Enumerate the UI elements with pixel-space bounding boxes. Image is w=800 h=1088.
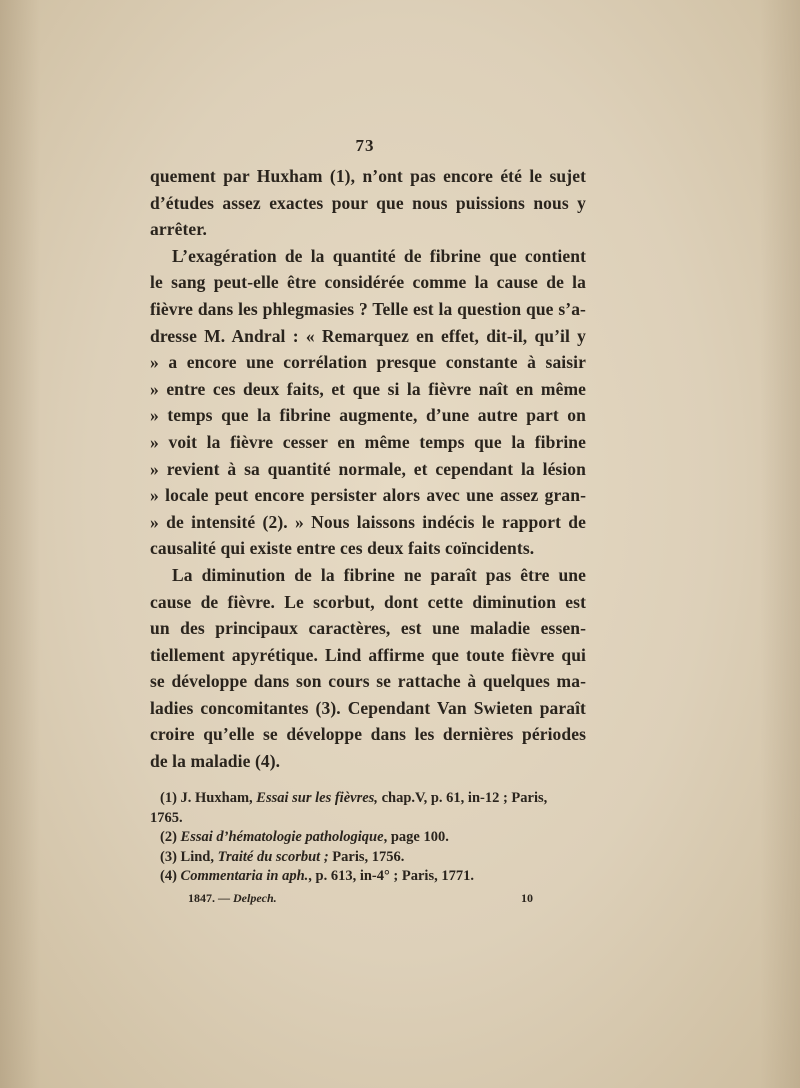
text-line: La diminution de la fibrine ne paraît pas être une: [172, 564, 586, 585]
footnote-title: Traité du scorbut ;: [217, 848, 329, 865]
text-line: » de intensité (2). » Nous laissons indécis le rapport de: [150, 511, 586, 532]
text-line: ladies concomitantes (3). Cependant Van Swieten paraît: [150, 697, 586, 718]
footnote: [160, 848, 587, 868]
footnote-title: Commentaria in aph.: [180, 868, 309, 884]
page-edge-shadow-right: [760, 0, 800, 1088]
footnote-text: , p. 613, in-4° ; Paris, 1771.: [308, 868, 474, 884]
text-line: tiellement apyrétique. Lind affirme que toute fièvre qui: [150, 644, 586, 665]
footnote: [150, 809, 587, 829]
page-edge-shadow-left: [0, 0, 40, 1088]
footnote-text: , page 100.: [383, 829, 449, 845]
footnote-title: Essai d’hématologie pathologique: [180, 829, 384, 845]
footnote-text: (4): [160, 868, 181, 884]
text-line: se développe dans son cours se rattache à quelques ma-: [150, 671, 586, 692]
text-line: de la maladie (4).: [150, 751, 281, 772]
footnote-text: (1) J. Huxham,: [160, 790, 257, 806]
signature-year: 1847. —: [188, 891, 230, 905]
footnote-text: (3) Lind,: [160, 848, 218, 865]
footnote-text: (2): [160, 829, 181, 845]
signature-author: Delpech.: [233, 891, 277, 905]
footnotes: [150, 789, 587, 887]
text-line: » revient à sa quantité normale, et cependant la lésion: [150, 458, 586, 479]
text-line: dresse M. Andral : « Remarquez en effet, dit-il, qu’il y: [150, 325, 586, 346]
text-line: le sang peut-elle être considérée comme la cause de la: [150, 272, 586, 293]
signature-imprint: [188, 891, 277, 906]
footnote: [160, 828, 587, 848]
text-line: d’études assez exactes pour que nous puissions nous y: [150, 192, 586, 213]
text-line: » temps que la fibrine augmente, d’une autre part on: [150, 405, 586, 426]
text-line: quement par Huxham (1), n’ont pas encore été le sujet: [150, 166, 586, 186]
text-line: causalité qui existe entre ces deux faits coïncidents.: [150, 538, 535, 559]
text-line: L’exagération de la quantité de fibrine que contient: [172, 245, 586, 266]
footnote: [160, 789, 587, 809]
text-line: croire qu’elle se développe dans les dernières périodes: [150, 724, 586, 745]
text-line: un des principaux caractères, est une maladie essen-: [150, 618, 586, 639]
footnote: [160, 867, 587, 887]
page-number: 73: [355, 136, 375, 155]
text-line: cause de fièvre. Le scorbut, dont cette diminution est: [150, 591, 586, 612]
signature-sheet-number: 10: [521, 891, 533, 905]
text-line: » voit la fièvre cesser en même temps que la fibrine: [150, 431, 586, 452]
text-line: fièvre dans les phlegmasies ? Telle est la question que s’a-: [150, 298, 586, 319]
text-line: » locale peut encore persister alors avec une assez gran-: [150, 485, 586, 506]
body-text: [150, 163, 586, 775]
footnote-text: Paris, 1756.: [328, 848, 405, 865]
printer-signature: [188, 891, 533, 906]
footnote-title: Essai sur les fièvres,: [256, 790, 378, 806]
footnote-text: 1765.: [150, 809, 183, 826]
text-line: arrêter.: [150, 219, 207, 240]
footnote-text: chap.V, p. 61, in-12 ; Paris,: [377, 790, 548, 806]
text-line: » entre ces deux faits, et que si la fièvre naît en même: [150, 378, 586, 399]
text-line: » a encore une corrélation presque constante à saisir: [150, 352, 586, 373]
